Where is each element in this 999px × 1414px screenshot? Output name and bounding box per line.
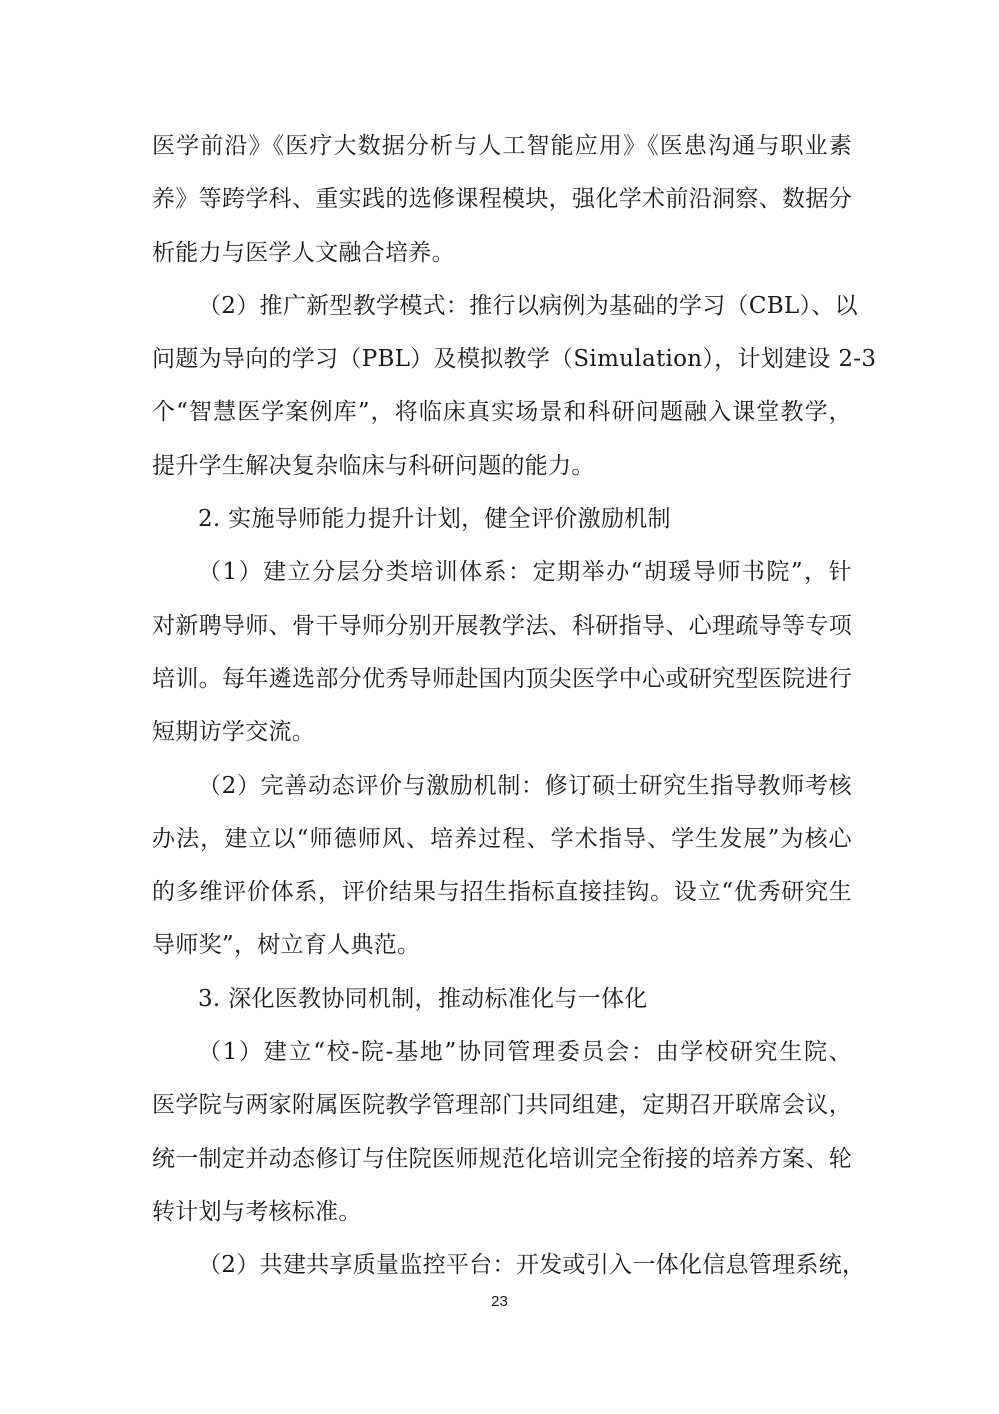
- text-line: 培训。每年遴选部分优秀导师赴国内顶尖医学中心或研究型医院进行: [152, 665, 852, 692]
- text-line: 医学院与两家附属医院教学管理部门共同组建，定期召开联席会议，: [152, 1092, 852, 1119]
- text-line: 对新聘导师、骨干导师分别开展教学法、科研指导、心理疏导等专项: [152, 612, 852, 639]
- text-line: 养》等跨学科、重实践的选修课程模块，强化学术前沿洞察、数据分: [152, 186, 852, 213]
- text-line: （1）建立分层分类培训体系：定期举办“胡瑗导师书院”，针: [198, 559, 852, 586]
- page-number: 23: [491, 1293, 508, 1310]
- text-line: 统一制定并动态修订与住院医师规范化培训完全衔接的培养方案、轮: [152, 1145, 852, 1172]
- text-line: 问题为导向的学习（PBL）及模拟教学（Simulation），计划建设 2-3: [152, 346, 877, 373]
- text-line: （2）推广新型教学模式：推行以病例为基础的学习（CBL）、以: [198, 292, 858, 319]
- text-line: （2）完善动态评价与激励机制：修订硕士研究生指导教师考核: [198, 772, 852, 799]
- text-line: 转计划与考核标准。: [152, 1198, 362, 1225]
- body-text: [152, 120, 877, 1293]
- text-line: 的多维评价体系，评价结果与招生指标直接挂钩。设立“优秀研究生: [152, 879, 852, 906]
- text-line: 医学前沿》《医疗大数据分析与人工智能应用》《医患沟通与职业素: [152, 133, 852, 159]
- text-line: 提升学生解决复杂临床与科研问题的能力。: [152, 452, 595, 479]
- page-body: [152, 120, 877, 1293]
- text-line: （2）共建共享质量监控平台：开发或引入一体化信息管理系统，: [198, 1252, 866, 1279]
- text-line: 办法，建立以“师德师风、培养过程、学术指导、学生发展”为核心: [152, 825, 852, 852]
- text-line: （1）建立“校-院-基地”协同管理委员会：由学校研究生院、: [198, 1039, 852, 1066]
- text-line: 导师奖”，树立育人典范。: [152, 932, 421, 959]
- text-line: 2. 实施导师能力提升计划，健全评价激励机制: [198, 506, 671, 533]
- text-line: 短期访学交流。: [152, 719, 316, 746]
- text-line: 析能力与医学人文融合培养。: [152, 239, 455, 266]
- text-line: 3. 深化医教协同机制，推动标准化与一体化: [198, 985, 648, 1012]
- text-line: 个“智慧医学案例库”，将临床真实场景和科研问题融入课堂教学，: [152, 399, 852, 426]
